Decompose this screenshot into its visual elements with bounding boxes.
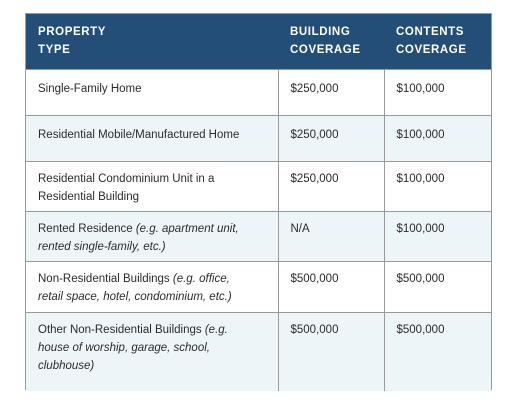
contents-coverage-cell: $500,000: [384, 312, 491, 391]
building-coverage-cell: $500,000: [278, 312, 384, 391]
building-coverage-cell: $250,000: [278, 161, 384, 211]
header-property-type: [26, 14, 278, 69]
header-building-coverage-line1: BUILDING: [290, 26, 351, 39]
property-type-text: Residential Mobile/Manufactured Home: [38, 128, 240, 141]
property-type-cell: [26, 161, 278, 211]
header-row: [26, 14, 491, 69]
coverage-table: [26, 14, 491, 391]
contents-coverage-cell: $100,000: [384, 211, 491, 261]
property-type-cell: [26, 69, 278, 115]
property-type-note: (e.g. apartment unit, rented single-family, etc.): [38, 222, 239, 253]
building-coverage-cell: $250,000: [278, 115, 384, 161]
contents-coverage-cell: $500,000: [384, 261, 491, 312]
building-coverage-cell: $500,000: [278, 261, 384, 312]
table-row: [26, 161, 491, 211]
header-contents-coverage: [384, 14, 491, 69]
building-coverage-cell: $250,000: [278, 69, 384, 115]
property-type-note: (e.g. house of worship, garage, school, clubhouse): [38, 323, 228, 372]
header-property-type-line1: PROPERTY: [38, 26, 107, 39]
property-type-cell: [26, 312, 278, 391]
table-row: [26, 115, 491, 161]
table-row: [26, 261, 491, 312]
property-type-text: Non-Residential Buildings: [38, 272, 173, 285]
table-row: [26, 211, 491, 261]
header-property-type-line2: TYPE: [38, 44, 71, 57]
table-row: [26, 312, 491, 391]
property-type-text: Single-Family Home: [38, 82, 142, 95]
table-row: [26, 69, 491, 115]
building-coverage-cell: N/A: [278, 211, 384, 261]
coverage-table-container: [25, 13, 492, 390]
contents-coverage-cell: $100,000: [384, 115, 491, 161]
header-building-coverage-line2: COVERAGE: [290, 44, 361, 57]
property-type-text: Other Non-Residential Buildings: [38, 323, 205, 336]
header-building-coverage: [278, 14, 384, 69]
property-type-cell: [26, 211, 278, 261]
property-type-cell: [26, 261, 278, 312]
property-type-cell: [26, 115, 278, 161]
header-contents-coverage-line1: CONTENTS: [396, 26, 465, 39]
property-type-text: Rented Residence: [38, 222, 136, 235]
contents-coverage-cell: $100,000: [384, 161, 491, 211]
contents-coverage-cell: $100,000: [384, 69, 491, 115]
property-type-text: Residential Condominium Unit in a Residential Building: [38, 172, 215, 203]
header-contents-coverage-line2: COVERAGE: [396, 44, 467, 57]
property-type-note: (e.g. office, retail space, hotel, condominium, etc.): [38, 272, 232, 303]
